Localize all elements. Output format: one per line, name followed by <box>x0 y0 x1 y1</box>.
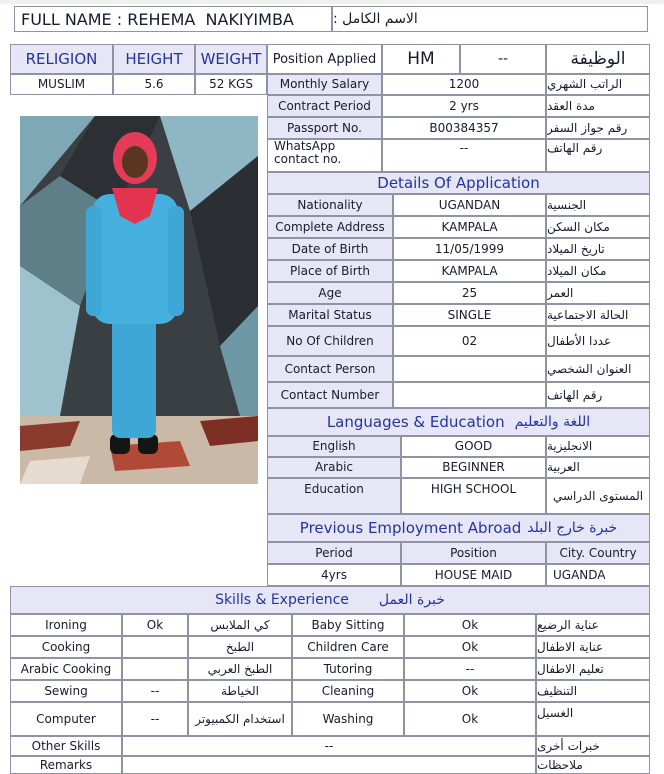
skills-title: Skills & Experience <box>215 591 349 608</box>
skill-childcare-label <box>292 636 404 658</box>
passport-ar-text: رقم جواز السفر <box>547 120 628 135</box>
skill-cooking-label <box>10 636 122 658</box>
full-name-ar-box <box>332 6 648 32</box>
skill-childcare-label-text: Children Care <box>307 639 389 654</box>
english-value <box>401 436 546 457</box>
passport-label <box>267 117 382 139</box>
details-header <box>267 172 650 194</box>
skill-ironing-value <box>122 614 188 636</box>
contract-ar <box>546 95 650 117</box>
children-ar-text: عددا الأطفال <box>547 333 612 348</box>
english-label <box>267 436 401 457</box>
languages-title-ar: اللغة والتعليم <box>514 413 591 430</box>
skill-childcare-value <box>404 636 536 658</box>
contract-label-text: Contract Period <box>278 98 371 113</box>
skill-ironing-ar-text: كي الملابس <box>210 617 270 632</box>
remarks-label <box>10 756 122 774</box>
candidate-photo-graphic <box>20 116 258 484</box>
age-ar <box>546 282 650 304</box>
position-label-ar <box>546 44 650 74</box>
position-label-ar-text: الوظيفة <box>570 48 626 69</box>
education-ar-text: المستوى الدراسي <box>552 488 644 503</box>
nationality-ar <box>546 194 650 216</box>
children-label-text: No Of Children <box>286 333 374 348</box>
employment-col-position <box>401 542 546 564</box>
full-name-value: REHEMA NAKIYIMBA <box>127 9 294 29</box>
top-strip <box>0 0 664 4</box>
skill-babysitting-value-text: Ok <box>461 617 479 632</box>
skill-babysitting-label <box>292 614 404 636</box>
skill-tutoring-value-text: -- <box>465 661 475 676</box>
salary-ar-text: الراتب الشهري <box>547 77 623 91</box>
skill-cooking-label-text: Cooking <box>41 639 91 654</box>
address-ar-text: مكان السكن <box>547 219 610 234</box>
whatsapp-label-text: WhatsApp contact no. <box>274 139 342 166</box>
full-name-label: FULL NAME : <box>21 9 123 29</box>
pob-label-text: Place of Birth <box>290 263 370 278</box>
marital-label-text: Marital Status <box>288 307 372 322</box>
address-value <box>393 216 546 238</box>
skill-washing-value <box>404 702 536 736</box>
other-skills-value-text: -- <box>324 738 334 753</box>
skill-sewing-label-text: Sewing <box>44 683 88 698</box>
english-ar-text: الانجليزية <box>547 439 593 453</box>
height-value <box>113 74 195 95</box>
contact-number-value <box>393 382 546 408</box>
salary-ar <box>546 74 650 95</box>
skill-cleaning-value <box>404 680 536 702</box>
passport-label-text: Passport No. <box>287 120 362 135</box>
full-name-box <box>14 6 332 32</box>
skill-arabic-cooking-ar <box>188 658 292 680</box>
age-value-text: 25 <box>461 285 478 300</box>
skill-cooking-value <box>122 636 188 658</box>
skills-title-ar: خبرة العمل <box>378 591 445 608</box>
education-ar <box>546 478 650 514</box>
nationality-ar-text: الجنسية <box>547 197 587 212</box>
skill-cleaning-ar <box>536 680 650 702</box>
skill-computer-value-text: -- <box>150 711 160 726</box>
weight-header-label: WEIGHT <box>200 49 262 68</box>
passport-ar <box>546 117 650 139</box>
pob-ar <box>546 260 650 282</box>
nationality-label <box>267 194 393 216</box>
address-ar <box>546 216 650 238</box>
skill-computer-label-text: Computer <box>36 711 96 726</box>
position-code-text: HM <box>407 48 435 69</box>
english-value-text: GOOD <box>454 439 493 453</box>
other-skills-ar <box>536 736 650 756</box>
contact-number-ar-text: رقم الهاتف <box>547 387 603 402</box>
address-value-text: KAMPALA <box>441 219 498 234</box>
skill-tutoring-ar <box>536 658 650 680</box>
skill-computer-ar-text: استخدام الكمبيوتر <box>195 711 285 726</box>
skill-washing-label-text: Washing <box>322 711 374 726</box>
skill-tutoring-value <box>404 658 536 680</box>
employment-header <box>267 514 650 542</box>
pob-ar-text: مكان الميلاد <box>547 263 607 278</box>
skill-childcare-value-text: Ok <box>461 639 479 654</box>
contract-value-text: 2 yrs <box>449 98 479 113</box>
contact-person-label-text: Contact Person <box>284 361 376 376</box>
skill-tutoring-ar-text: تعليم الاطفال <box>537 661 604 676</box>
skill-sewing-value <box>122 680 188 702</box>
arabic-ar <box>546 457 650 478</box>
skills-header <box>10 586 650 614</box>
whatsapp-ar-text: رقم الهاتف <box>547 141 603 155</box>
passport-value-text: B00384357 <box>429 120 499 135</box>
skill-tutoring-label-text: Tutoring <box>323 661 373 676</box>
employment-col-country-text: City. Country <box>559 545 637 560</box>
employment-title: Previous Employment Abroad <box>299 518 522 537</box>
marital-value-text: SINGLE <box>447 307 492 322</box>
height-header <box>113 44 195 74</box>
religion-header-label: RELIGION <box>25 49 98 68</box>
religion-value <box>10 74 113 95</box>
address-label <box>267 216 393 238</box>
education-label <box>267 478 401 514</box>
height-header-label: HEIGHT <box>125 49 183 68</box>
contract-value <box>382 95 546 117</box>
skill-ironing-label <box>10 614 122 636</box>
position-extra-text: -- <box>497 50 509 67</box>
skill-washing-value-text: Ok <box>461 711 479 726</box>
skill-babysitting-value <box>404 614 536 636</box>
employment-title-ar: خبرة خارج البلد <box>527 519 618 536</box>
employment-col-period-text: Period <box>315 545 353 560</box>
skill-sewing-ar <box>188 680 292 702</box>
salary-value <box>382 74 546 95</box>
passport-value <box>382 117 546 139</box>
skill-ironing-value-text: Ok <box>146 617 164 632</box>
remarks-label-text: Remarks <box>39 757 93 772</box>
skill-washing-ar <box>536 702 650 736</box>
skill-babysitting-label-text: Baby Sitting <box>311 617 385 632</box>
weight-value <box>195 74 267 95</box>
dob-value-text: 11/05/1999 <box>434 241 505 256</box>
age-ar-text: العمر <box>547 285 574 300</box>
skill-washing-label <box>292 702 404 736</box>
contact-number-ar <box>546 382 650 408</box>
age-value <box>393 282 546 304</box>
arabic-label <box>267 457 401 478</box>
whatsapp-label <box>267 139 382 172</box>
skill-computer-value <box>122 702 188 736</box>
pob-value-text: KAMPALA <box>441 263 498 278</box>
contract-label <box>267 95 382 117</box>
contact-person-ar <box>546 356 650 382</box>
nationality-value-text: UGANDAN <box>438 197 501 212</box>
education-label-text: Education <box>304 482 364 496</box>
marital-ar <box>546 304 650 326</box>
pob-label <box>267 260 393 282</box>
other-skills-label <box>10 736 122 756</box>
position-extra <box>460 44 546 74</box>
weight-header <box>195 44 267 74</box>
employment-position-text: HOUSE MAID <box>434 567 513 582</box>
skill-childcare-ar <box>536 636 650 658</box>
skill-computer-ar <box>188 702 292 736</box>
other-skills-value <box>122 736 536 756</box>
salary-label-text: Monthly Salary <box>279 77 370 91</box>
salary-value-text: 1200 <box>448 77 480 91</box>
skill-childcare-ar-text: عناية الاطفال <box>537 639 604 654</box>
contact-number-label <box>267 382 393 408</box>
skill-ironing-label-text: Ironing <box>45 617 87 632</box>
religion-value-text: MUSLIM <box>37 77 86 91</box>
children-value-text: 02 <box>461 333 478 348</box>
employment-country-text: UGANDA <box>553 567 606 582</box>
languages-title: Languages & Education <box>326 412 505 431</box>
employment-col-period <box>267 542 401 564</box>
arabic-label-text: Arabic <box>314 460 354 474</box>
whatsapp-value <box>382 139 546 172</box>
height-value-text: 5.6 <box>144 77 164 91</box>
arabic-value <box>401 457 546 478</box>
skill-arabic-cooking-label <box>10 658 122 680</box>
other-skills-ar-text: خبرات أخرى <box>537 738 600 753</box>
pob-value <box>393 260 546 282</box>
dob-ar-text: تاريخ الميلاد <box>547 241 605 256</box>
skill-sewing-label <box>10 680 122 702</box>
religion-header <box>10 44 113 74</box>
candidate-photo <box>20 116 258 484</box>
weight-value-text: 52 KGS <box>209 77 253 91</box>
marital-value <box>393 304 546 326</box>
whatsapp-ar <box>546 139 650 172</box>
skill-arabic-cooking-value <box>122 658 188 680</box>
remarks-ar <box>536 756 650 774</box>
skill-sewing-value-text: -- <box>150 683 160 698</box>
salary-label <box>267 74 382 95</box>
education-value <box>401 478 546 514</box>
skill-cleaning-ar-text: التنظيف <box>537 683 578 698</box>
skill-computer-label <box>10 702 122 736</box>
employment-country <box>546 564 650 586</box>
skill-cleaning-value-text: Ok <box>461 683 479 698</box>
skill-tutoring-label <box>292 658 404 680</box>
marital-label <box>267 304 393 326</box>
details-title: Details Of Application <box>377 173 540 192</box>
skill-washing-ar-text: الغسيل <box>537 706 574 720</box>
dob-value <box>393 238 546 260</box>
employment-period-text: 4yrs <box>321 567 347 582</box>
contact-number-label-text: Contact Number <box>280 387 380 402</box>
employment-col-position-text: Position <box>450 545 497 560</box>
age-label-text: Age <box>318 285 342 300</box>
position-label <box>267 44 382 74</box>
full-name-ar-label: الاسم الكامل : <box>333 10 418 27</box>
arabic-value-text: BEGINNER <box>442 460 505 474</box>
children-ar <box>546 326 650 356</box>
marital-ar-text: الحالة الاجتماعية <box>547 307 629 322</box>
nationality-label-text: Nationality <box>297 197 363 212</box>
dob-label <box>267 238 393 260</box>
contact-person-label <box>267 356 393 382</box>
arabic-ar-text: العربية <box>547 460 580 474</box>
other-skills-label-text: Other Skills <box>31 738 101 753</box>
whatsapp-value-text: -- <box>459 141 469 155</box>
languages-header <box>267 408 650 436</box>
nationality-value <box>393 194 546 216</box>
skill-arabic-cooking-label-text: Arabic Cooking <box>20 661 112 676</box>
age-label <box>267 282 393 304</box>
dob-ar <box>546 238 650 260</box>
skill-babysitting-ar <box>536 614 650 636</box>
skill-cooking-ar-text: الطبخ <box>225 639 255 654</box>
skill-ironing-ar <box>188 614 292 636</box>
remarks-ar-text: ملاحظات <box>537 757 583 772</box>
employment-period <box>267 564 401 586</box>
skill-sewing-ar-text: الخياطة <box>221 683 259 698</box>
education-value-text: HIGH SCHOOL <box>430 482 517 496</box>
remarks-value <box>122 756 536 774</box>
skill-babysitting-ar-text: عناية الرضيع <box>537 617 599 632</box>
contact-person-value <box>393 356 546 382</box>
children-value <box>393 326 546 356</box>
skill-arabic-cooking-ar-text: الطبخ العربي <box>207 661 273 676</box>
contract-ar-text: مدة العقد <box>547 98 595 113</box>
english-label-text: English <box>312 439 356 453</box>
english-ar <box>546 436 650 457</box>
skill-cooking-ar <box>188 636 292 658</box>
contact-person-ar-text: العنوان الشخصي <box>547 361 632 376</box>
children-label <box>267 326 393 356</box>
dob-label-text: Date of Birth <box>291 241 369 256</box>
employment-col-country <box>546 542 650 564</box>
address-label-text: Complete Address <box>275 219 385 234</box>
employment-position <box>401 564 546 586</box>
skill-cleaning-label-text: Cleaning <box>321 683 375 698</box>
position-label-text: Position Applied <box>272 51 377 67</box>
position-code <box>382 44 460 74</box>
skill-cleaning-label <box>292 680 404 702</box>
